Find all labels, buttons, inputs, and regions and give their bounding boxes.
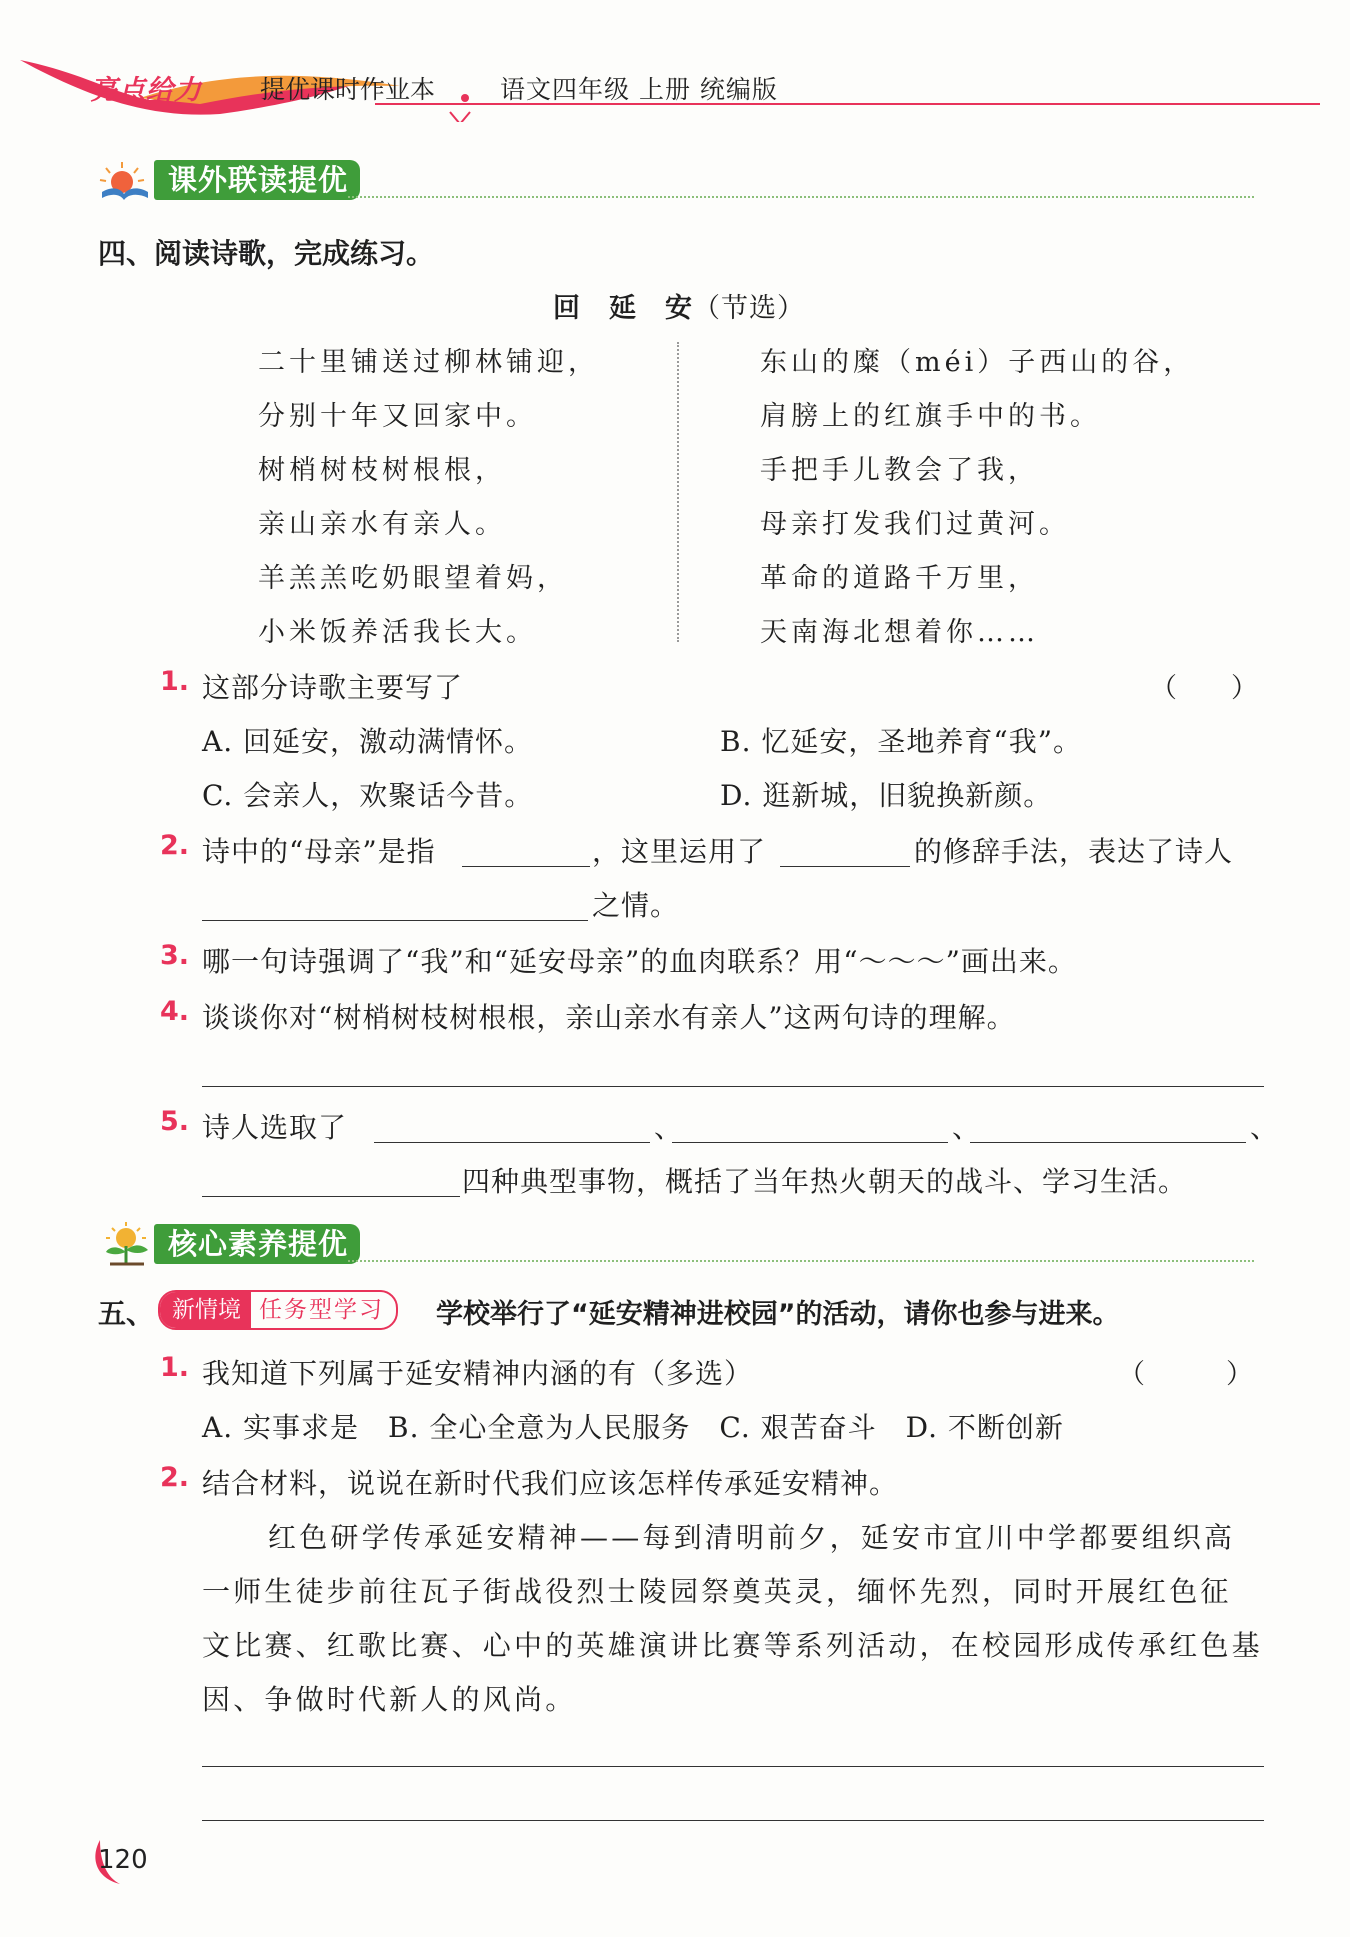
question-number: 2.	[160, 1462, 190, 1493]
question-number: 4.	[160, 996, 190, 1027]
material-paragraph-line: 红色研学传承延安精神——每到清明前夕，延安市宜川中学都要组织高	[268, 1521, 1236, 1554]
section-banner-label: 核心素养提优	[154, 1224, 360, 1264]
question-number: 3.	[160, 940, 190, 971]
dotted-divider	[348, 196, 1254, 198]
poem-left-line: 二十里铺送过柳林铺迎，	[258, 347, 599, 378]
option-c: C. 会亲人，欢聚话今昔。	[202, 779, 534, 812]
question-number: 1.	[160, 666, 190, 697]
question-text: ，这里运用了	[592, 835, 767, 868]
section-banner-label: 课外联读提优	[154, 160, 360, 200]
poem-right-line: 东山的糜（méi）子西山的谷，	[760, 347, 1195, 378]
subject-title: 语文四年级 上册 统编版	[500, 75, 778, 104]
dotted-divider	[348, 1260, 1254, 1262]
task-type-badge	[158, 1290, 398, 1330]
poem-title-text: 回 延 安	[553, 293, 693, 324]
poem-left-line: 羊羔羔吃奶眼望着妈，	[258, 563, 568, 594]
question-text: 这部分诗歌主要写了	[202, 671, 464, 704]
poem-column-divider	[677, 342, 679, 642]
poem-right-line: 母亲打发我们过黄河。	[760, 509, 1070, 540]
poem-left-line: 小米饭养活我长大。	[258, 617, 537, 648]
answer-line[interactable]	[202, 1820, 1264, 1821]
answer-parentheses[interactable]: （ ）	[1118, 1359, 1253, 1390]
answer-line[interactable]	[202, 1766, 1264, 1767]
question-number: 1.	[160, 1352, 190, 1383]
answer-blank[interactable]	[970, 1142, 1246, 1143]
poem-right-line: 肩膀上的红旗手中的书。	[760, 401, 1101, 432]
poem-right-line: 革命的道路千万里，	[760, 563, 1039, 594]
poem-left-line: 亲山亲水有亲人。	[258, 509, 506, 540]
question-text: 诗人选取了	[202, 1111, 348, 1144]
sunrise-book-icon	[98, 158, 156, 202]
question-number: 2.	[160, 830, 190, 861]
poem-right-line: 手把手儿教会了我，	[760, 455, 1039, 486]
answer-blank[interactable]	[672, 1142, 948, 1143]
section-banner-core	[98, 1222, 1254, 1266]
poem-right-line: 天南海北想着你……	[760, 617, 1039, 648]
answer-blank[interactable]	[374, 1142, 650, 1143]
poem-left-line: 树梢树枝树根根，	[258, 455, 506, 486]
series-title: 提优课时作业本	[260, 75, 436, 104]
poem-title	[553, 286, 805, 325]
material-paragraph-line: 因、争做时代新人的风尚。	[202, 1683, 577, 1716]
badge-task-learning: 任务型学习	[259, 1297, 384, 1323]
poem-left-line: 分别十年又回家中。	[258, 401, 537, 432]
answer-blank[interactable]	[202, 1196, 460, 1197]
option-a: A. 回延安，激动满情怀。	[202, 725, 534, 758]
question-text: 我知道下列属于延安精神内涵的有（多选）	[202, 1357, 754, 1390]
question-five-title: 学校举行了“延安精神进校园”的活动，请你也参与进来。	[436, 1299, 1120, 1330]
answer-parentheses[interactable]: （ ）	[1150, 673, 1258, 704]
separator: 、	[654, 1111, 684, 1144]
material-paragraph-line: 文比赛、红歌比赛、心中的英雄演讲比赛等系列活动，在校园形成传承红色基	[202, 1629, 1263, 1662]
answer-line[interactable]	[202, 1086, 1264, 1087]
question-text: 的修辞手法，表达了诗人	[914, 835, 1234, 868]
question-text: 哪一句诗强调了“我”和“延安母亲”的血肉联系？用“～～～”画出来。	[202, 945, 1077, 978]
badge-new-context: 新情境	[160, 1292, 251, 1328]
brand-logo-text: 亮点给力	[90, 75, 202, 106]
question-five-number: 五、	[98, 1297, 155, 1330]
answer-blank[interactable]	[462, 866, 590, 867]
section-banner-reading	[98, 158, 1254, 202]
question-number: 5.	[160, 1106, 190, 1137]
answer-blank[interactable]	[780, 866, 910, 867]
question-four-title: 四、阅读诗歌，完成练习。	[98, 237, 435, 270]
page-number: 120	[98, 1845, 148, 1875]
question-text: 四种典型事物，概括了当年热火朝天的战斗、学习生活。	[462, 1165, 1188, 1198]
separator: 、	[952, 1111, 982, 1144]
question-text: 诗中的“母亲”是指	[202, 835, 436, 868]
question-text: 结合材料，说说在新时代我们应该怎样传承延安精神。	[202, 1467, 899, 1500]
poem-title-note: （节选）	[693, 293, 805, 324]
material-paragraph-line: 一师生徒步前往瓦子街战役烈士陵园祭奠英灵，缅怀先烈，同时开展红色征	[202, 1575, 1232, 1608]
options-row: A. 实事求是 B. 全心全意为人民服务 C. 艰苦奋斗 D. 不断创新	[202, 1411, 1064, 1444]
separator: 、	[1250, 1111, 1280, 1144]
answer-blank[interactable]	[202, 920, 588, 921]
option-b: B. 忆延安，圣地养育“我”。	[720, 725, 1083, 758]
question-text: 之情。	[592, 889, 680, 922]
sprout-sun-icon	[98, 1222, 156, 1266]
option-d: D. 逛新城，旧貌换新颜。	[720, 779, 1053, 812]
question-text: 谈谈你对“树梢树枝树根根，亲山亲水有亲人”这两句诗的理解。	[202, 1001, 1016, 1034]
